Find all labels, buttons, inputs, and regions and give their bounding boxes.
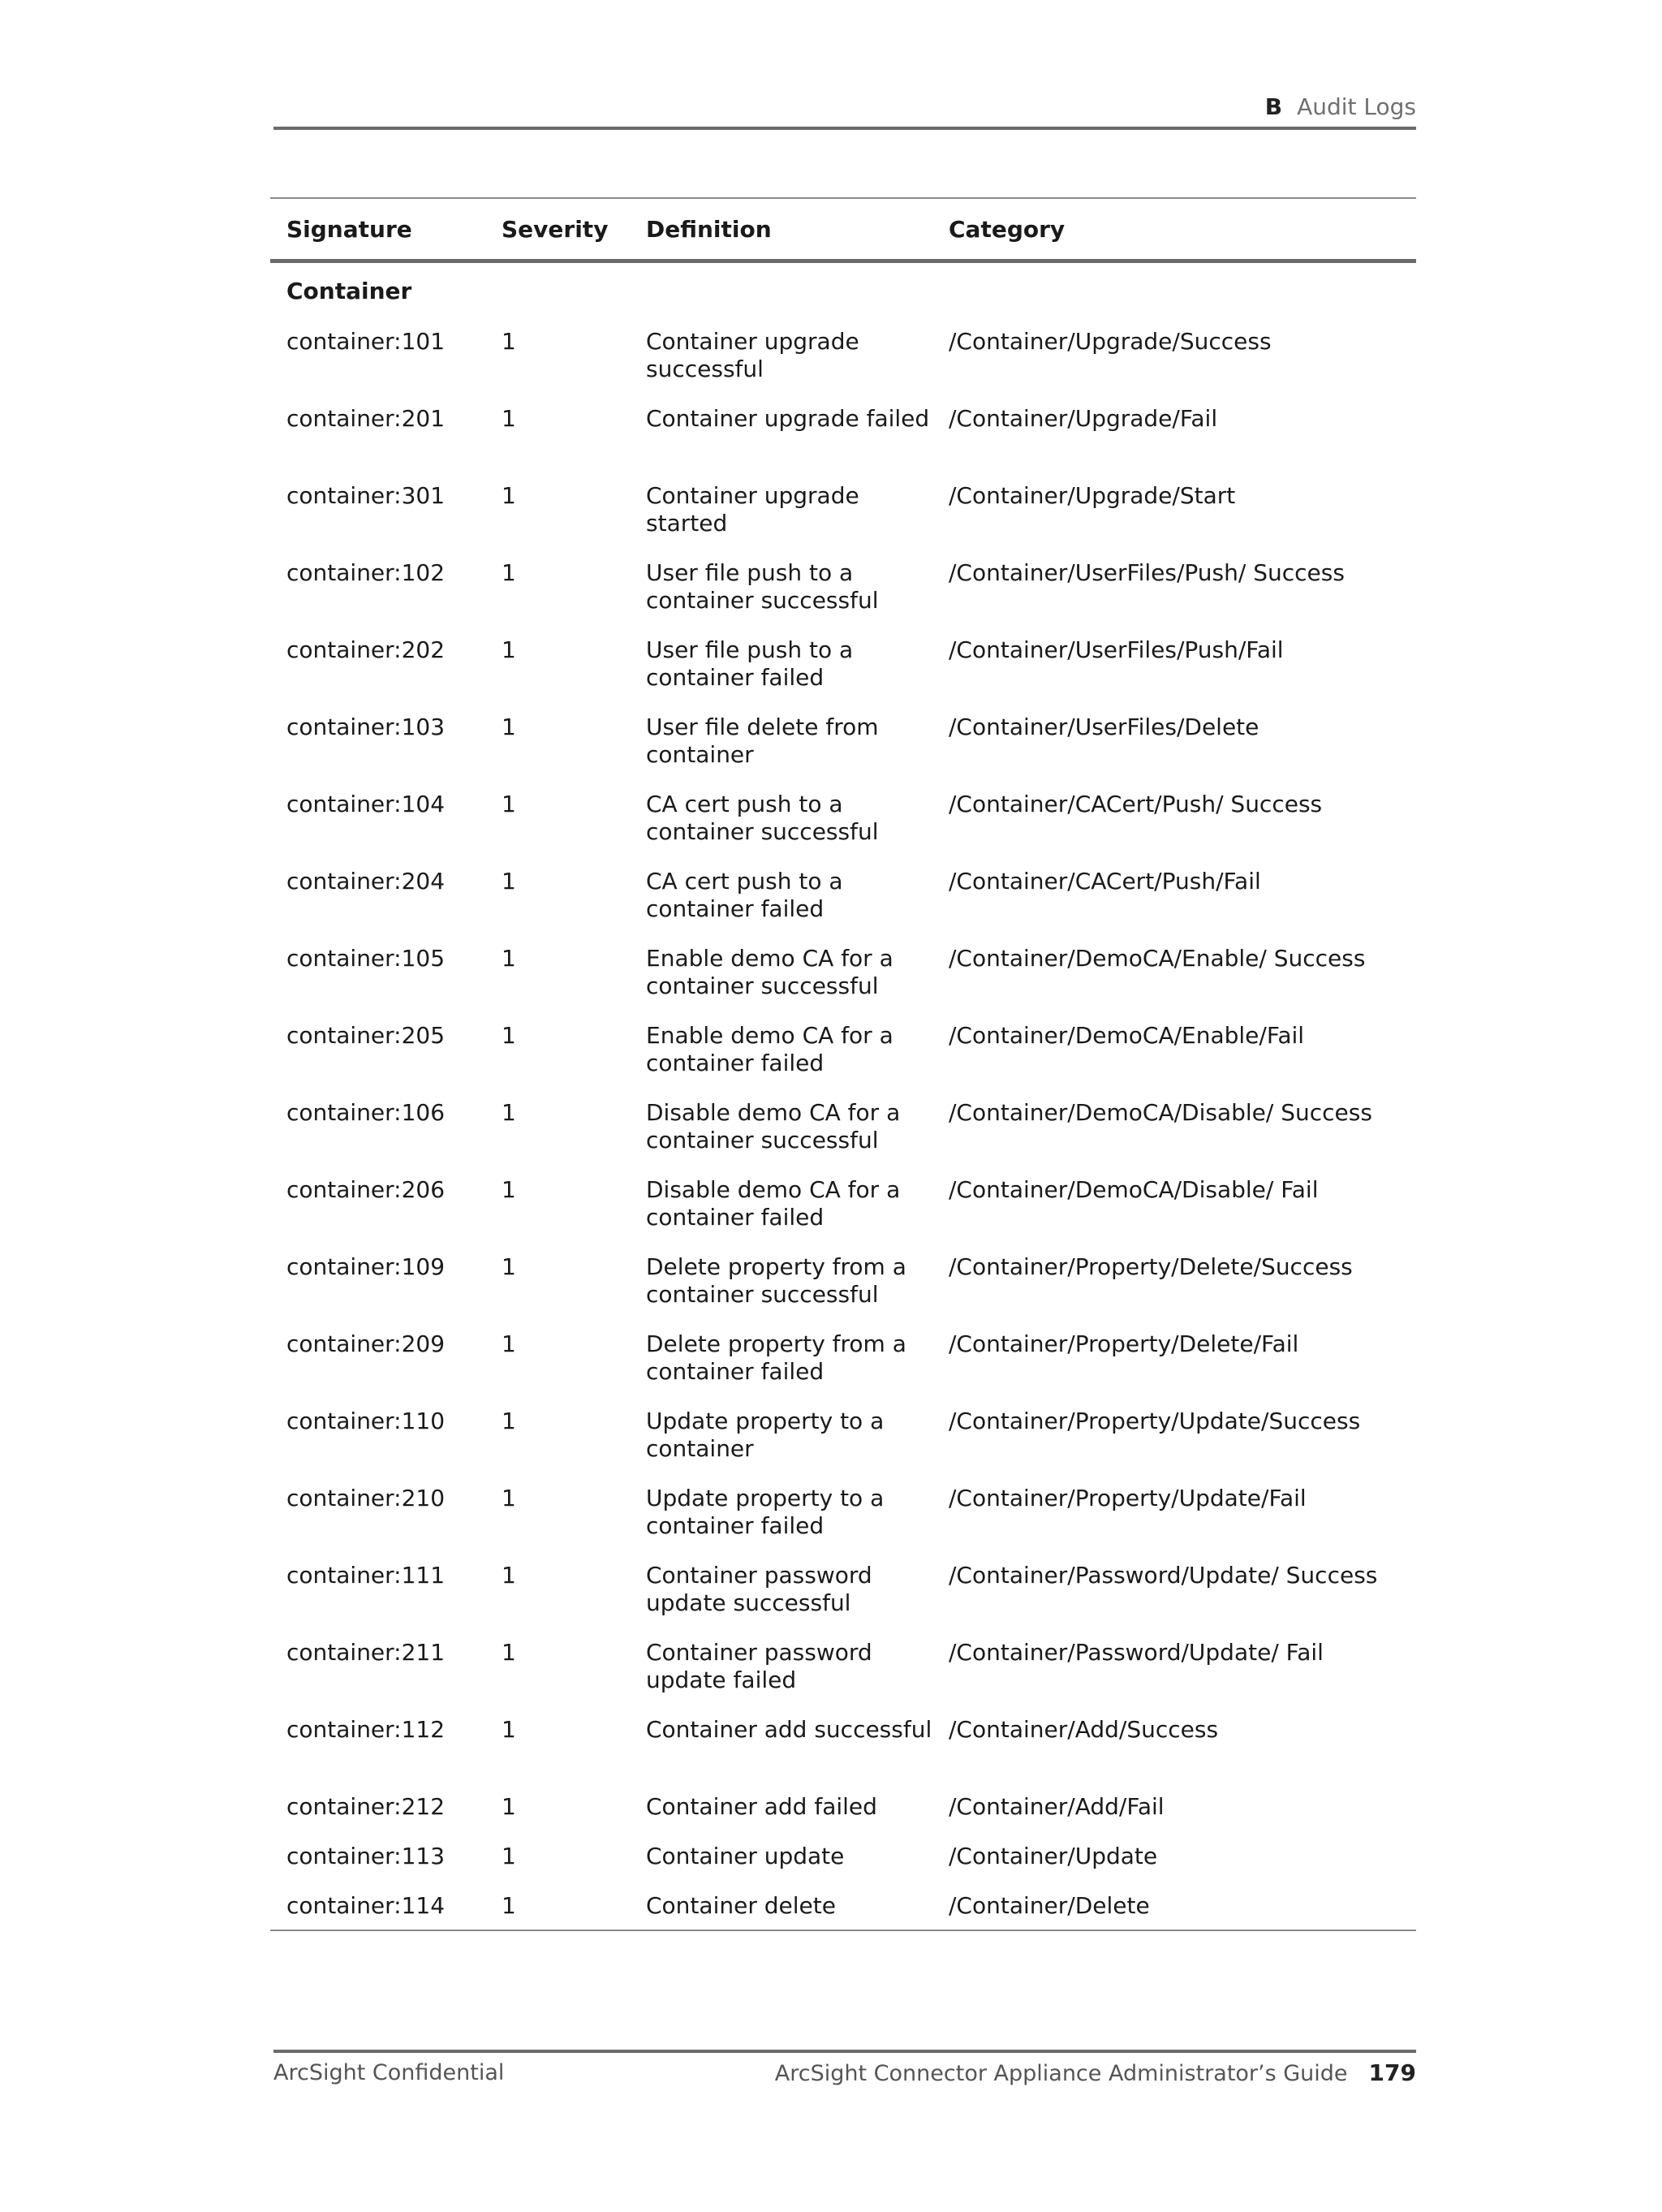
cell-definition: Delete property from a container failed	[646, 1330, 906, 1385]
column-header-definition: Definition	[646, 215, 772, 243]
cell-category: /Container/Upgrade/Start	[949, 481, 1236, 509]
cell-severity: 1	[502, 481, 516, 509]
cell-category: /Container/Update	[949, 1842, 1158, 1869]
table-row	[270, 394, 1416, 471]
column-header-signature: Signature	[286, 215, 412, 243]
table-row	[270, 1628, 1416, 1705]
cell-category: /Container/Property/Update/Success	[949, 1407, 1361, 1434]
cell-category: /Container/CACert/Push/ Success	[949, 790, 1323, 817]
table-row	[270, 317, 1416, 394]
footer-confidential: ArcSight Confidential	[273, 2060, 505, 2085]
cell-signature: container:206	[286, 1175, 446, 1203]
cell-category: /Container/DemoCA/Enable/Fail	[949, 1021, 1305, 1049]
appendix-letter: B	[1264, 93, 1283, 120]
cell-severity: 1	[502, 404, 516, 432]
cell-severity: 1	[502, 636, 516, 663]
cell-signature: container:104	[286, 790, 446, 817]
cell-definition: User file push to a container failed	[646, 636, 854, 691]
cell-signature: container:205	[286, 1021, 446, 1049]
cell-signature: container:112	[286, 1715, 446, 1743]
table-row	[270, 1165, 1416, 1242]
column-header-category: Category	[949, 215, 1066, 243]
cell-signature: container:114	[286, 1891, 446, 1919]
table-row	[270, 548, 1416, 625]
cell-signature: container:103	[286, 713, 446, 740]
cell-definition: Container password update successful	[646, 1561, 872, 1616]
cell-signature: container:202	[286, 636, 446, 663]
table-row	[270, 1396, 1416, 1473]
cell-definition: Update property to a container failed	[646, 1484, 885, 1539]
cell-definition: User file delete from container	[646, 713, 879, 768]
cell-severity: 1	[502, 1407, 516, 1434]
cell-signature: container:301	[286, 481, 446, 509]
table-body	[270, 261, 1416, 1930]
cell-severity: 1	[502, 1484, 516, 1511]
cell-definition: CA cert push to a container successful	[646, 790, 879, 845]
table-row	[270, 1831, 1416, 1881]
table-row	[270, 1319, 1416, 1396]
table-row	[270, 1782, 1416, 1831]
cell-signature: container:209	[286, 1330, 446, 1357]
cell-signature: container:110	[286, 1407, 446, 1434]
cell-category: /Container/CACert/Push/Fail	[949, 867, 1261, 895]
table-row	[270, 1705, 1416, 1782]
cell-definition: Disable demo CA for a container successful	[646, 1098, 901, 1153]
table-row	[270, 1881, 1416, 1930]
cell-definition: Container upgrade failed	[646, 404, 930, 432]
cell-definition: Container delete	[646, 1891, 836, 1919]
cell-severity: 1	[502, 1891, 516, 1919]
cell-severity: 1	[502, 558, 516, 586]
audit-log-table-container	[270, 197, 1416, 1931]
cell-signature: container:113	[286, 1842, 446, 1869]
table-row	[270, 1088, 1416, 1165]
cell-category: /Container/Property/Update/Fail	[949, 1484, 1307, 1511]
cell-severity: 1	[502, 790, 516, 817]
table-row	[270, 934, 1416, 1011]
cell-category: /Container/Property/Delete/Success	[949, 1253, 1353, 1280]
page-number: 179	[1368, 2059, 1416, 2086]
cell-severity: 1	[502, 1021, 516, 1049]
cell-definition: Container update	[646, 1842, 845, 1869]
table-row	[270, 1242, 1416, 1319]
cell-category: /Container/Property/Delete/Fail	[949, 1330, 1299, 1357]
cell-severity: 1	[502, 1792, 516, 1820]
table-row	[270, 702, 1416, 779]
column-header-severity: Severity	[502, 215, 609, 243]
table-row	[270, 625, 1416, 702]
cell-severity: 1	[502, 944, 516, 972]
table-row	[270, 1473, 1416, 1550]
cell-severity: 1	[502, 1842, 516, 1869]
cell-category: /Container/Upgrade/Fail	[949, 404, 1218, 432]
section-row	[270, 261, 1416, 317]
footer-guide-title-group	[775, 2053, 1416, 2094]
cell-category: /Container/DemoCA/Disable/ Success	[949, 1098, 1372, 1126]
cell-definition: Enable demo CA for a container failed	[646, 1021, 893, 1076]
cell-definition: Enable demo CA for a container successful	[646, 944, 893, 999]
audit-log-table	[270, 197, 1416, 1931]
cell-definition: Delete property from a container successful	[646, 1253, 906, 1308]
cell-severity: 1	[502, 1175, 516, 1203]
footer-guide-title: ArcSight Connector Appliance Administrator’s Guide	[774, 2061, 1348, 2086]
cell-signature: container:201	[286, 404, 446, 432]
cell-definition: Container add successful	[646, 1715, 932, 1743]
cell-severity: 1	[502, 713, 516, 740]
cell-signature: container:210	[286, 1484, 446, 1511]
cell-definition: Container add failed	[646, 1792, 877, 1820]
table-header	[270, 198, 1416, 261]
cell-definition: Container password update failed	[646, 1638, 872, 1693]
cell-signature: container:111	[286, 1561, 446, 1589]
cell-signature: container:109	[286, 1253, 446, 1280]
appendix-title: Audit Logs	[1297, 93, 1416, 120]
cell-severity: 1	[502, 867, 516, 895]
cell-definition: Disable demo CA for a container failed	[646, 1175, 901, 1231]
table-row	[270, 471, 1416, 548]
cell-signature: container:204	[286, 867, 446, 895]
cell-signature: container:212	[286, 1792, 446, 1820]
cell-severity: 1	[502, 1638, 516, 1666]
cell-category: /Container/Add/Fail	[949, 1792, 1165, 1820]
cell-severity: 1	[502, 327, 516, 355]
cell-category: /Container/UserFiles/Push/Fail	[949, 636, 1284, 663]
cell-definition: Container upgrade started	[646, 481, 859, 537]
table-row	[270, 1550, 1416, 1628]
cell-definition: CA cert push to a container failed	[646, 867, 843, 922]
cell-category: /Container/UserFiles/Push/ Success	[949, 558, 1345, 586]
cell-signature: container:105	[286, 944, 446, 972]
cell-signature: container:102	[286, 558, 446, 586]
cell-category: /Container/DemoCA/Disable/ Fail	[949, 1175, 1319, 1203]
table-row	[270, 779, 1416, 856]
table-row	[270, 1011, 1416, 1088]
cell-severity: 1	[502, 1715, 516, 1743]
cell-severity: 1	[502, 1561, 516, 1589]
cell-category: /Container/Password/Update/ Fail	[949, 1638, 1324, 1666]
section-title: Container	[286, 278, 412, 304]
cell-definition: Container upgrade successful	[646, 327, 859, 382]
cell-category: /Container/Upgrade/Success	[949, 327, 1272, 355]
cell-severity: 1	[502, 1253, 516, 1280]
cell-severity: 1	[502, 1098, 516, 1126]
cell-category: /Container/Delete	[949, 1891, 1150, 1919]
cell-signature: container:106	[286, 1098, 446, 1126]
cell-definition: User file push to a container successful	[646, 558, 879, 614]
cell-signature: container:211	[286, 1638, 446, 1666]
cell-definition: Update property to a container	[646, 1407, 885, 1462]
cell-category: /Container/Add/Success	[949, 1715, 1219, 1743]
cell-category: /Container/DemoCA/Enable/ Success	[949, 944, 1366, 972]
running-header	[273, 88, 1416, 130]
cell-category: /Container/UserFiles/Delete	[949, 713, 1259, 740]
page-footer	[273, 2050, 1416, 2093]
cell-severity: 1	[502, 1330, 516, 1357]
cell-signature: container:101	[286, 327, 446, 355]
cell-category: /Container/Password/Update/ Success	[949, 1561, 1378, 1589]
table-row	[270, 856, 1416, 934]
